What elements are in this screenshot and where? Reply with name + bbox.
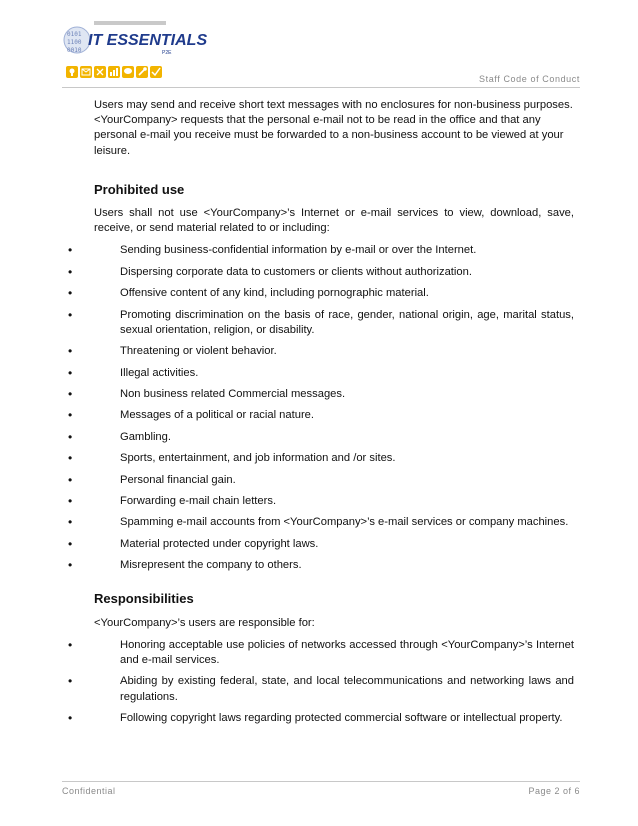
list-item: • Misrepresent the company to others. [68, 558, 574, 573]
list-item: • Promoting discrimination on the basis of race, gender, national origin, age, marital status, sexual orientation, religion, or disability. [68, 308, 574, 338]
check-icon [150, 66, 162, 78]
footer-divider [62, 781, 580, 782]
responsibilities-list [94, 638, 574, 726]
prohibited-use-heading: Prohibited use [94, 181, 185, 197]
list-item: • Dispersing corporate data to customers or clients without authorization. [68, 265, 574, 280]
list-item: • Personal financial gain. [68, 473, 574, 488]
responsibilities-heading: Responsibilities [94, 591, 194, 607]
logo-brand-text: IT ESSENTIALS [88, 32, 208, 49]
footer-page-number: Page 2 of 6 [528, 786, 580, 796]
list-item: • Forwarding e-mail chain letters. [68, 494, 574, 509]
list-item: • Honoring acceptable use policies of networks accessed through <YourCompany>’s Internet and e-mail services. [68, 638, 574, 668]
list-item: • Illegal activities. [68, 366, 574, 381]
list-item: • Material protected under copyright laws. [68, 537, 574, 552]
list-item: • Sending business-confidential information by e-mail or over the Internet. [68, 243, 574, 258]
list-item: • Abiding by existing federal, state, and local telecommunications and networking laws and regulations. [68, 674, 574, 704]
list-item: • Offensive content of any kind, including pornographic material. [68, 286, 574, 301]
logo-icon-strip [66, 66, 162, 78]
list-item: • Messages of a political or racial nature. [68, 408, 574, 423]
header-divider [62, 87, 580, 88]
prohibited-use-lead: Users shall not use <YourCompany>’s Internet or e-mail services to view, download, save, receive, or send material related to or including: [94, 207, 574, 235]
logo-sub-text: P2E [162, 50, 172, 56]
company-logo [62, 14, 208, 82]
header-title: Staff Code of Conduct [479, 74, 580, 84]
document-body [94, 98, 574, 732]
list-item: • Spamming e-mail accounts from <YourCompany>’s e-mail services or company machines. [68, 515, 574, 530]
intro-paragraph: Users may send and receive short text messages with no enclosures for non-business purposes. <YourCompany> requests that the personal e-mail not to be read in the office and that any personal e-mail you receive must be forwarded to a non-business account to be viewed at your leisure. [94, 99, 573, 157]
list-item: • Following copyright laws regarding protected commercial software or intellectual property. [68, 711, 574, 726]
svg-text:0101: 0101 [67, 31, 82, 38]
list-item: • Non business related Commercial messages. [68, 387, 574, 402]
prohibited-use-list [94, 243, 574, 573]
list-item: • Gambling. [68, 430, 574, 445]
list-item: • Sports, entertainment, and job information and /or sites. [68, 451, 574, 466]
svg-text:0010: 0010 [67, 47, 82, 54]
section-gap [94, 579, 574, 591]
footer-confidential: Confidential [62, 786, 116, 796]
responsibilities-lead: <YourCompany>’s users are responsible for: [94, 616, 315, 629]
list-item: • Threatening or violent behavior. [68, 344, 574, 359]
svg-text:1100: 1100 [67, 39, 82, 46]
